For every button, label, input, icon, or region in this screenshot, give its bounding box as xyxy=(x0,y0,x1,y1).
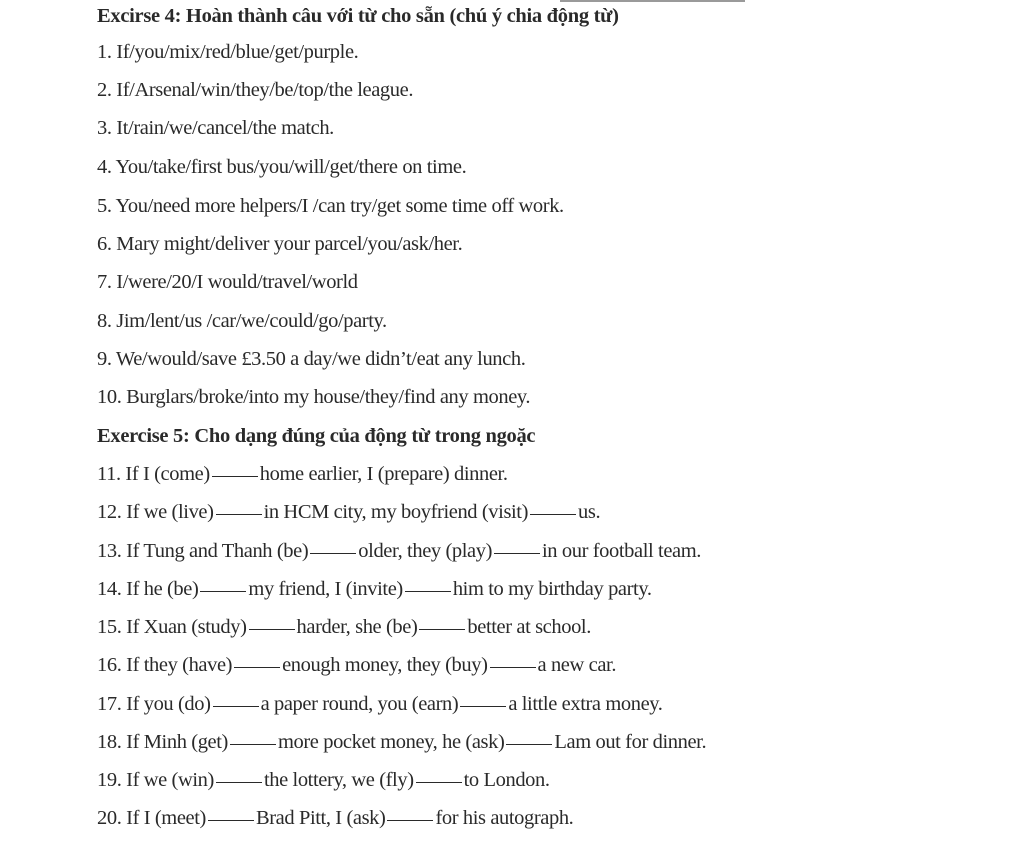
item-text: to London. xyxy=(463,769,550,791)
exercise4-item-10: 10. Burglars/broke/into my house/they/find any money. xyxy=(97,386,531,408)
item-text: my friend, I (invite) xyxy=(248,578,403,600)
item-text: us. xyxy=(578,501,601,523)
answer-blank xyxy=(212,475,258,477)
item-text: 15. If Xuan (study) xyxy=(97,616,247,638)
answer-blank xyxy=(216,513,262,515)
exercise5-item-15 xyxy=(97,613,591,641)
answer-blank xyxy=(530,513,576,515)
exercise4-item-3: 3. It/rain/we/cancel/the match. xyxy=(97,117,334,139)
answer-blank xyxy=(234,666,280,668)
item-text: enough money, they (buy) xyxy=(282,654,488,676)
item-text: older, they (play) xyxy=(358,540,493,562)
item-text: 17. If you (do) xyxy=(97,693,211,715)
answer-blank xyxy=(490,666,536,668)
exercise5-item-16 xyxy=(97,651,616,679)
item-text: 11. If I (come) xyxy=(97,463,210,485)
item-text: 12. If we (live) xyxy=(97,501,214,523)
answer-blank xyxy=(506,743,552,745)
item-text: him to my birthday party. xyxy=(452,578,652,600)
item-text: 14. If he (be) xyxy=(97,578,199,600)
item-text: home earlier, I (prepare) dinner. xyxy=(259,463,508,485)
answer-blank xyxy=(208,819,254,821)
answer-blank xyxy=(405,590,451,592)
answer-blank xyxy=(249,628,295,630)
item-text: 13. If Tung and Thanh (be) xyxy=(97,540,309,562)
item-text: in our football team. xyxy=(542,540,701,562)
answer-blank xyxy=(387,819,433,821)
exercise4-item-7: 7. I/were/20/I would/travel/world xyxy=(97,271,358,293)
item-text: Brad Pitt, I (ask) xyxy=(255,807,386,829)
exercise5-item-17 xyxy=(97,690,663,718)
answer-blank xyxy=(200,590,246,592)
exercise4-item-5: 5. You/need more helpers/I /can try/get some time off work. xyxy=(97,195,564,217)
exercise5-item-11 xyxy=(97,460,508,488)
answer-blank xyxy=(419,628,465,630)
answer-blank xyxy=(494,552,540,554)
exercise5-item-20 xyxy=(97,804,573,832)
item-text: more pocket money, he (ask) xyxy=(277,731,505,753)
exercise5-heading: Exercise 5: Cho dạng đúng của động từ trong ngoặc xyxy=(97,425,536,447)
item-text: Lam out for dinner. xyxy=(554,731,707,753)
exercise5-item-13 xyxy=(97,537,701,565)
exercise4-heading: Excirse 4: Hoàn thành câu với từ cho sẵn (chú ý chia động từ) xyxy=(97,5,619,27)
item-text: the lottery, we (fly) xyxy=(263,769,414,791)
answer-blank xyxy=(216,781,262,783)
exercise5-item-18 xyxy=(97,728,706,756)
exercise4-item-4: 4. You/take/first bus/you/will/get/there on time. xyxy=(97,156,467,178)
item-text: harder, she (be) xyxy=(296,616,418,638)
item-text: 20. If I (meet) xyxy=(97,807,206,829)
answer-blank xyxy=(310,552,356,554)
exercise5-item-19 xyxy=(97,766,550,794)
exercise4-item-6: 6. Mary might/deliver your parcel/you/ask/her. xyxy=(97,233,463,255)
item-text: a new car. xyxy=(537,654,617,676)
exercise4-item-9: 9. We/would/save £3.50 a day/we didn’t/eat any lunch. xyxy=(97,348,526,370)
exercise5-item-12 xyxy=(97,498,600,526)
exercise5-item-14 xyxy=(97,575,652,603)
item-text: a little extra money. xyxy=(508,693,663,715)
item-text: a paper round, you (earn) xyxy=(260,693,459,715)
answer-blank xyxy=(460,705,506,707)
answer-blank xyxy=(230,743,276,745)
answer-blank xyxy=(213,705,259,707)
item-text: 18. If Minh (get) xyxy=(97,731,228,753)
exercise4-item-8: 8. Jim/lent/us /car/we/could/go/party. xyxy=(97,310,387,332)
item-text: for his autograph. xyxy=(435,807,574,829)
item-text: better at school. xyxy=(467,616,591,638)
item-text: 16. If they (have) xyxy=(97,654,233,676)
exercise4-item-1: 1. If/you/mix/red/blue/get/purple. xyxy=(97,41,359,63)
item-text: in HCM city, my boyfriend (visit) xyxy=(263,501,529,523)
exercise4-item-2: 2. If/Arsenal/win/they/be/top/the league. xyxy=(97,79,414,101)
answer-blank xyxy=(416,781,462,783)
item-text: 19. If we (win) xyxy=(97,769,214,791)
